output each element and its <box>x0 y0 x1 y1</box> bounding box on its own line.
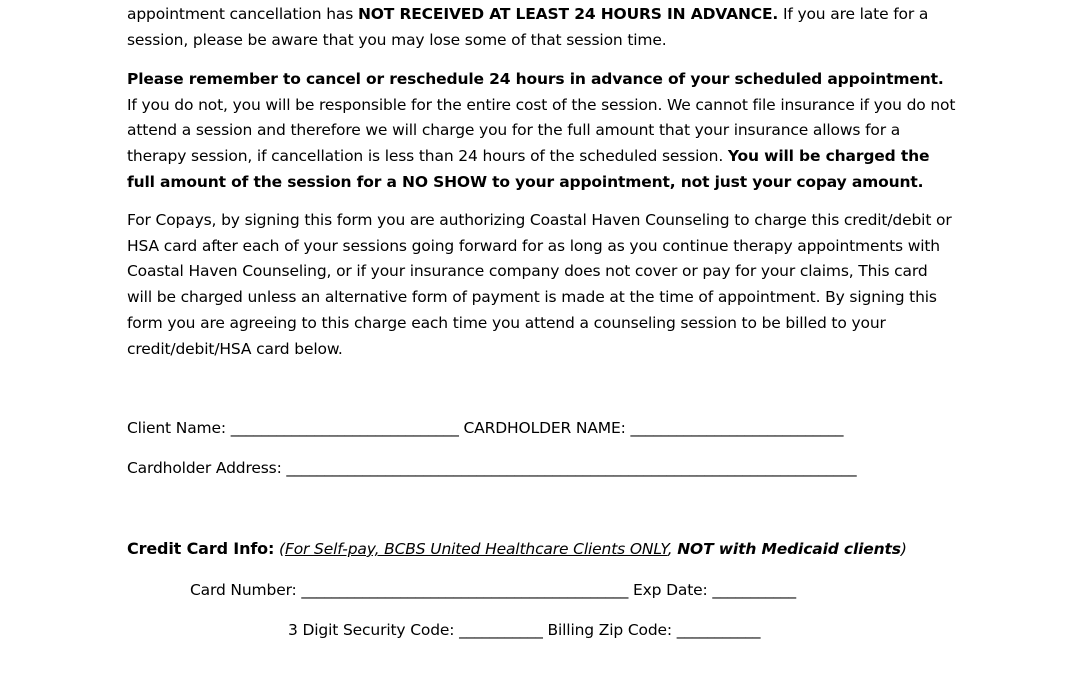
paragraph1-text-a: appointment cancellation has <box>127 5 358 23</box>
credit-card-info-heading <box>127 538 907 560</box>
paragraph1-text-b: If you are late for a session, please be aware that you may lose some of that session time. <box>127 5 929 49</box>
credit-card-note-bold: NOT with Medicaid clients <box>677 540 901 558</box>
copay-paragraph <box>127 208 957 362</box>
credit-card-note-comma: , <box>667 540 678 558</box>
credit-card-note-underlined: For Self-pay, BCBS United Healthcare Clients ONLY <box>284 540 668 558</box>
cardholder-address-field[interactable]: Cardholder Address: ___________________________________________________________________________ <box>127 459 857 477</box>
reschedule-paragraph <box>127 67 957 196</box>
paragraph2-bold-b: You will be charged the full amount of the session for a NO SHOW to your appointment, not just your copay amount. <box>127 147 930 191</box>
client-cardholder-name-field[interactable]: Client Name: ______________________________ CARDHOLDER NAME: ____________________________ <box>127 419 844 437</box>
paragraph3-text: For Copays, by signing this form you are authorizing Coastal Haven Counseling to charge this credit/debit or HSA card after each of your sessions going forward for as long as you continue therapy appointments with Coastal Haven Counseling, or if your insurance company does not cover or pay for your claims, This card will be charged unless an alternative form of payment is made at the time of appointment. By signing this form you are agreeing to this charge each time you attend a counseling session to be billed to your credit/debit/HSA card below. <box>127 211 952 358</box>
security-code-zip-field[interactable]: 3 Digit Security Code: ___________ Billing Zip Code: ___________ <box>288 621 761 639</box>
cancellation-paragraph <box>127 2 957 53</box>
credit-card-note-open: ( <box>274 540 285 558</box>
credit-card-heading-label: Credit Card Info: <box>127 539 275 558</box>
paragraph2-bold-a: Please remember to cancel or reschedule 24 hours in advance of your scheduled appointment. <box>127 70 944 88</box>
card-number-exp-field[interactable]: Card Number: ___________________________________________ Exp Date: ___________ <box>190 581 796 599</box>
paragraph2-text: If you do not, you will be responsible for the entire cost of the session. We cannot file insurance if you do not attend a session and therefore we will charge you for the full amount that your insurance allows for a therapy session, if cancellation is less than 24 hours of the scheduled session. <box>127 95 956 166</box>
credit-card-note-close: ) <box>900 540 907 558</box>
paragraph1-bold: NOT RECEIVED AT LEAST 24 HOURS IN ADVANCE. <box>357 5 779 23</box>
